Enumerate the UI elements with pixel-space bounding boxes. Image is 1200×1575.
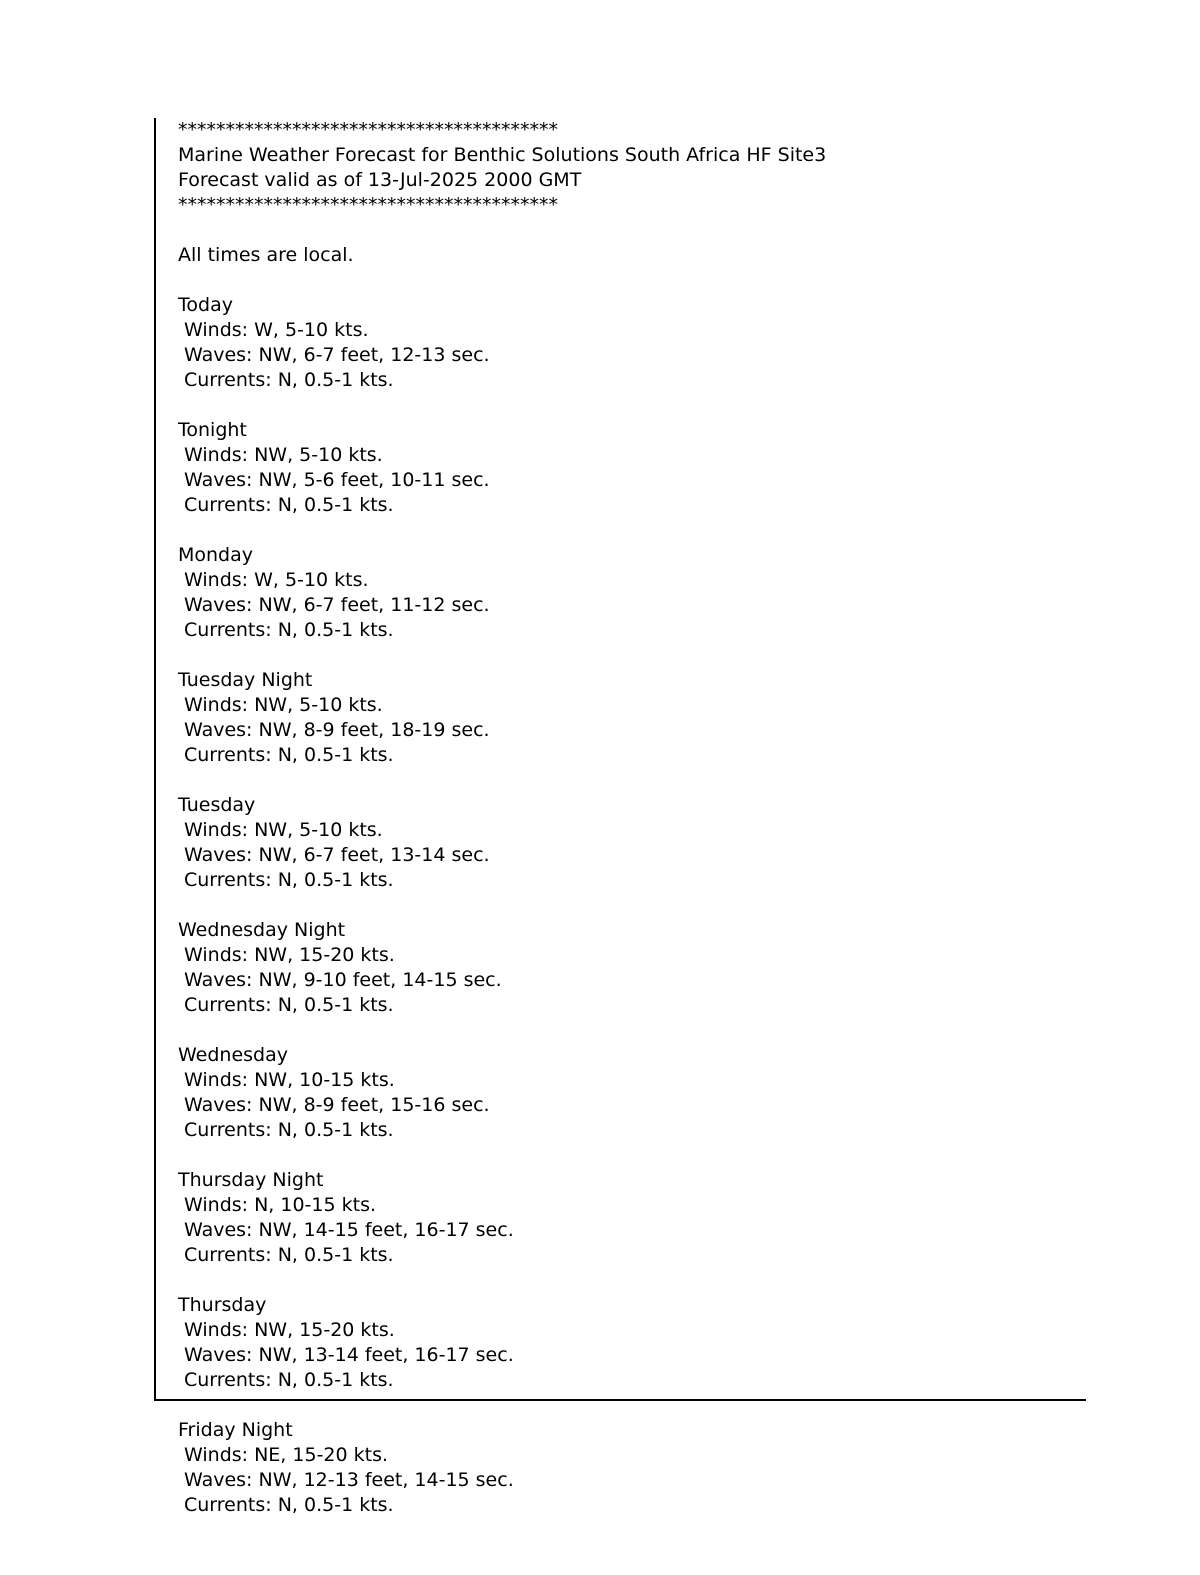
waves-line: Waves: NW, 14-15 feet, 16-17 sec. [184,1219,514,1241]
forecast-title: Marine Weather Forecast for Benthic Solutions South Africa HF Site3 [178,144,827,166]
forecast-day-title: Tonight [178,419,247,441]
winds-line: Winds: N, 10-15 kts. [184,1194,377,1216]
forecast-section-tuesday [178,793,1086,893]
forecast-valid-line: Forecast valid as of 13-Jul-2025 2000 GMT [178,169,582,191]
divider-stars-top: **************************************** [178,119,558,141]
winds-line: Winds: NW, 10-15 kts. [184,1069,395,1091]
winds-line: Winds: W, 5-10 kts. [184,319,369,341]
divider-stars-bottom: **************************************** [178,194,558,216]
currents-line: Currents: N, 0.5-1 kts. [184,369,394,391]
blank-line [178,268,1086,293]
winds-line: Winds: NW, 15-20 kts. [184,1319,395,1341]
currents-line: Currents: N, 0.5-1 kts. [184,1119,394,1141]
waves-line: Waves: NW, 6-7 feet, 13-14 sec. [184,844,490,866]
winds-line: Winds: NW, 15-20 kts. [184,944,395,966]
winds-line: Winds: NW, 5-10 kts. [184,694,383,716]
forecast-section-thursday-night [178,1168,1086,1268]
forecast-section-today [178,293,1086,393]
forecast-page-frame [154,118,1086,1401]
forecast-day-title: Today [178,294,233,316]
waves-line: Waves: NW, 6-7 feet, 12-13 sec. [184,344,490,366]
winds-line: Winds: NW, 5-10 kts. [184,819,383,841]
forecast-day-title: Wednesday Night [178,919,346,941]
waves-line: Waves: NW, 13-14 feet, 16-17 sec. [184,1344,514,1366]
winds-line: Winds: NW, 5-10 kts. [184,444,383,466]
currents-line: Currents: N, 0.5-1 kts. [184,994,394,1016]
currents-line: Currents: N, 0.5-1 kts. [184,744,394,766]
forecast-day-title: Thursday [178,1294,267,1316]
forecast-day-title: Wednesday [178,1044,289,1066]
waves-line: Waves: NW, 9-10 feet, 14-15 sec. [184,969,502,991]
forecast-section-tuesday-night [178,668,1086,768]
forecast-day-title: Tuesday Night [178,669,313,691]
forecast-section-friday-night [178,1418,1086,1518]
forecast-day-title: Friday Night [178,1419,293,1441]
forecast-day-title: Tuesday [178,794,256,816]
forecast-day-title: Monday [178,544,254,566]
waves-line: Waves: NW, 5-6 feet, 10-11 sec. [184,469,490,491]
currents-line: Currents: N, 0.5-1 kts. [184,869,394,891]
currents-line: Currents: N, 0.5-1 kts. [184,1244,394,1266]
blank-line [178,218,1086,243]
waves-line: Waves: NW, 12-13 feet, 14-15 sec. [184,1469,514,1491]
currents-line: Currents: N, 0.5-1 kts. [184,619,394,641]
forecast-section-monday [178,543,1086,643]
currents-line: Currents: N, 0.5-1 kts. [184,1369,394,1391]
content-after-page-break [154,1418,1086,1518]
currents-line: Currents: N, 0.5-1 kts. [184,494,394,516]
currents-line: Currents: N, 0.5-1 kts. [184,1494,394,1516]
winds-line: Winds: NE, 15-20 kts. [184,1444,389,1466]
winds-line: Winds: W, 5-10 kts. [184,569,369,591]
forecast-document [154,118,1086,1518]
waves-line: Waves: NW, 8-9 feet, 15-16 sec. [184,1094,490,1116]
forecast-section-wednesday [178,1043,1086,1143]
forecast-day-title: Thursday Night [178,1169,324,1191]
forecast-section-wednesday-night [178,918,1086,1018]
waves-line: Waves: NW, 8-9 feet, 18-19 sec. [184,719,490,741]
forecast-section-tonight [178,418,1086,518]
waves-line: Waves: NW, 6-7 feet, 11-12 sec. [184,594,490,616]
forecast-section-thursday [178,1293,1086,1393]
local-time-note: All times are local. [178,244,354,266]
